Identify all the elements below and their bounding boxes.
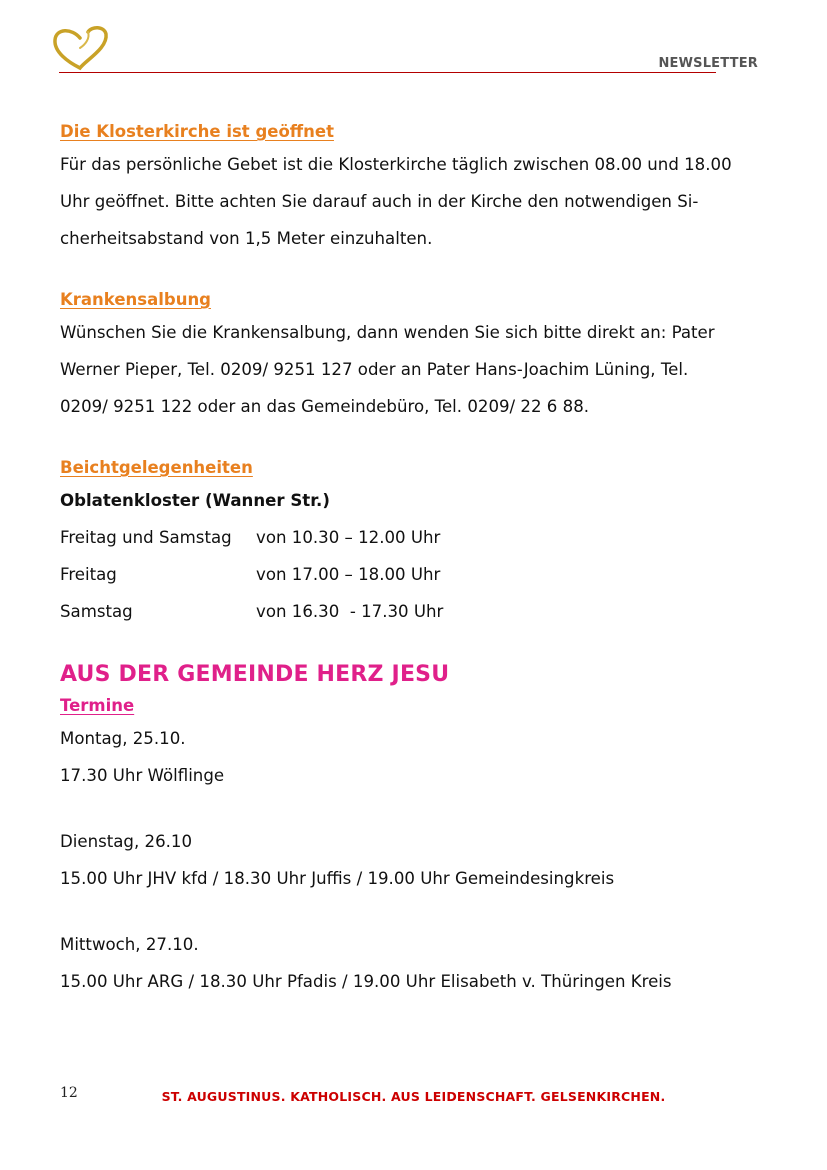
header-divider [59,72,716,73]
event-list: 17.30 Uhr Wölflinge [60,766,225,785]
paragraph-line: cherheitsabstand von 1,5 Meter einzuhalten. [60,229,433,248]
event-date: Montag, 25.10. [60,729,186,748]
event-list: 15.00 Uhr ARG / 18.30 Uhr Pfadis / 19.00 Uhr Elisabeth v. Thüringen Kreis [60,972,672,991]
section-heading-krankensalbung: Krankensalbung [60,290,211,309]
schedule-time: von 16.30 - 17.30 Uhr [256,602,444,621]
page-content [60,118,758,1000]
event-date: Mittwoch, 27.10. [60,935,199,954]
paragraph-line: Für das persönliche Gebet ist die Klosterkirche täglich zwischen 08.00 und 18.00 [60,155,732,174]
event-date: Dienstag, 26.10 [60,832,193,851]
schedule-time: von 10.30 – 12.00 Uhr [256,528,441,547]
footer-motto: ST. AUGUSTINUS. KATHOLISCH. AUS LEIDENSCHAFT. GELSENKIRCHEN. [161,1089,666,1104]
schedule-time: von 17.00 – 18.00 Uhr [256,565,441,584]
heart-logo-icon [50,24,112,74]
paragraph-line: 0209/ 9251 122 oder an das Gemeindebüro, Tel. 0209/ 22 6 88. [60,397,590,416]
event-list: 15.00 Uhr JHV kfd / 18.30 Uhr Juffis / 19.00 Uhr Gemeindesingkreis [60,869,615,888]
paragraph-line: Werner Pieper, Tel. 0209/ 9251 127 oder an Pater Hans-Joachim Lüning, Tel. [60,360,689,379]
schedule-row [60,593,758,630]
paragraph-line: Uhr geöffnet. Bitte achten Sie darauf auch in der Kirche den notwendigen Si- [60,192,699,211]
schedule-day: Samstag [60,602,133,621]
paragraph-line: Wünschen Sie die Krankensalbung, dann wenden Sie sich bitte direkt an: Pater [60,323,715,342]
section-heading-beichte: Beichtgelegenheiten [60,458,253,477]
section-title-gemeinde: AUS DER GEMEINDE HERZ JESU [60,662,450,687]
schedule-row [60,519,758,556]
schedule-day: Freitag [60,565,117,584]
schedule-day: Freitag und Samstag [60,528,232,547]
section-heading-klosterkirche: Die Klosterkirche ist geöffnet [60,122,334,141]
header-label: NEWSLETTER [658,56,758,71]
schedule-row [60,556,758,593]
page-number: 12 [60,1085,78,1101]
termine-heading: Termine [60,696,135,715]
location-subheading: Oblatenkloster (Wanner Str.) [60,491,330,510]
